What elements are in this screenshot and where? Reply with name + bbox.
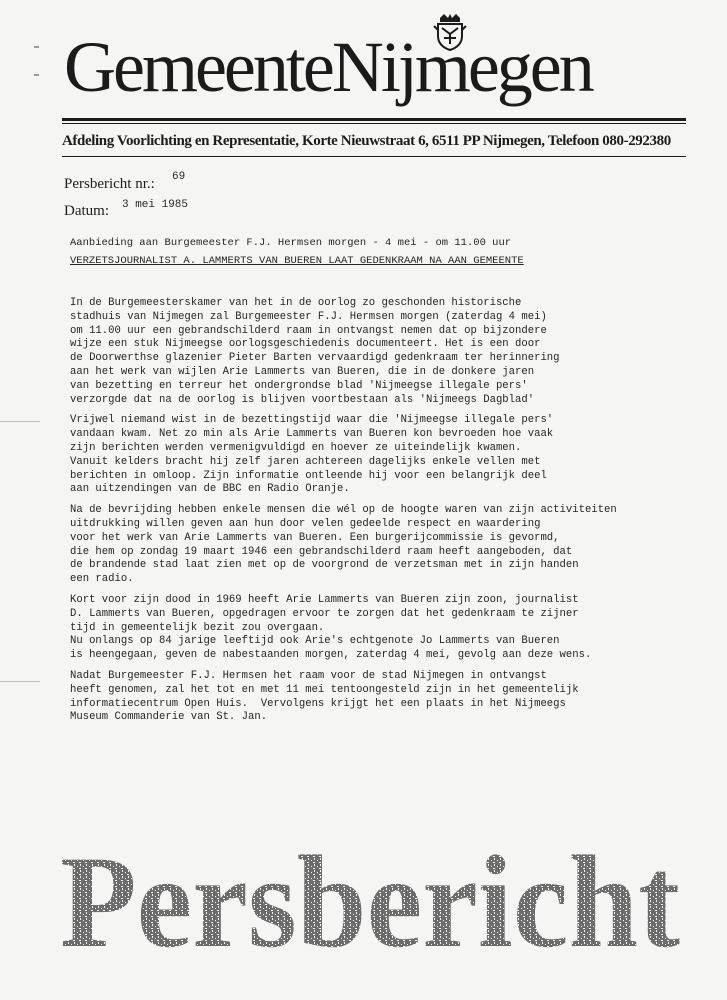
persbericht-number: 69 (172, 171, 186, 183)
body-line: voor het werk van Arie Lammerts van Bueren. Een burgerijcommissie is gevormd, (70, 531, 560, 544)
body-line: heeft genomen, zal het tot en met 11 mei tentoongesteld zijn in het gemeentelijk (70, 683, 579, 696)
punch-mark (34, 74, 39, 76)
letterhead-address: Afdeling Voorlichting en Representatie, Korte Nieuwstraat 6, 6511 PP Nijmegen, Telefoon 080-292380 (62, 133, 671, 149)
body-line: Nu onlangs op 84 jarige leeftijd ook Arie's echtgenote Jo Lammerts van Bueren (70, 635, 560, 648)
body-line: Vrijwel niemand wist in de bezettingstijd waar die 'Nijmeegse illegale pers' (70, 414, 554, 427)
body-line: die hem op zondag 19 maart 1946 een gebrandschilderd raam heeft aangeboden, dat (70, 545, 573, 558)
body-line: stadhuis van Nijmegen zal Burgemeester F.J. Hermsen morgen (zaterdag 4 mei) (70, 310, 547, 323)
letterhead-rule (62, 156, 686, 157)
body-line: verzorgde dat na de oorlog is blijven voortbestaan als 'Nijmeegs Dagblad' (70, 393, 535, 406)
letterhead-title: GemeenteNijmegen (64, 27, 592, 107)
body-line: de Doorwerthse glazenier Pieter Barten vervaardigd gedenkraam ter herinnering (70, 352, 560, 365)
body-line: D. Lammerts van Bueren, opgedragen ervoor te zorgen dat het gedenkraam te zijner (70, 607, 579, 620)
subject-line: Aanbieding aan Burgemeester F.J. Hermsen morgen - 4 mei - om 11.00 uur (70, 237, 512, 249)
stamp-graphic (58, 828, 688, 958)
paragraph (70, 504, 710, 587)
body-line: wijze een stuk Nijmeegse oorlogsgeschiedenis documenteert. Het is een door (70, 338, 541, 351)
body-line: vandaan kwam. Net zo min als Arie Lammerts van Bueren kon bevroeden hoe vaak (70, 428, 554, 441)
persbericht-stamp (58, 828, 688, 958)
paragraph (70, 670, 710, 725)
coat-of-arms-icon (432, 12, 468, 52)
datum-label: Datum: (64, 203, 109, 219)
body-line: aan uitzendingen van de BBC en Radio Oranje. (70, 483, 350, 496)
body-line: tijd in gemeentelijk bezit zou overgaan. (70, 621, 325, 634)
persbericht-label: Persbericht nr.: (64, 176, 155, 192)
paragraph (70, 414, 710, 497)
body-line: In de Burgemeesterskamer van het in de oorlog zo geschonden historische (70, 297, 522, 309)
datum-value: 3 mei 1985 (122, 199, 189, 211)
stamp-text: Persbericht (60, 828, 681, 958)
body-line: Vanuit kelders bracht hij zelf jaren achtereen dagelijks enkele vellen met (70, 455, 541, 468)
headline: VERZETSJOURNALIST A. LAMMERTS VAN BUEREN LAAT GEDENKRAAM NA AAN GEMEENTE (70, 255, 524, 267)
body-line: zijn berichten werden vermenigvuldigd en hoever ze uiteindelijk kwamen. (70, 441, 522, 454)
body-line: Nadat Burgemeester F.J. Hermsen het raam voor de stad Nijmegen in ontvangst (70, 669, 547, 682)
letterhead-rule (62, 118, 686, 121)
body-line: een radio. (70, 573, 134, 586)
body-line: Museum Commanderie van St. Jan. (70, 711, 268, 724)
body-line: aan het werk van wijlen Arie Lammerts van Bueren, die in de donkere jaren (70, 365, 535, 378)
body-line: de brandende stad laat zien met op de voorgrond de verzetsman met in zijn handen (70, 559, 579, 572)
body-line: van bezetting en terreur het ondergrondse blad 'Nijmeegse illegale pers' (70, 379, 528, 392)
body-line: berichten in omloop. Zijn informatie ontleende hij voor een belangrijk deel (70, 469, 547, 482)
fold-mark (0, 421, 40, 422)
body-line: is heengegaan, geven de nabestaanden morgen, zaterdag 4 mei, gevolg aan deze wens. (70, 649, 592, 662)
body-line: om 11.00 uur een gebrandschilderd raam in ontvangst nemen dat op bijzondere (70, 324, 547, 337)
letterhead-rule (62, 123, 686, 124)
body-line: uitdrukking willen geven aan hun door velen gedeelde respect en waardering (70, 517, 541, 530)
paragraph (70, 297, 710, 407)
punch-mark (34, 46, 39, 48)
fold-mark (0, 681, 40, 682)
body-text (70, 297, 710, 732)
body-line: Na de bevrijding hebben enkele mensen die wél op de hoogte waren van zijn activiteiten (70, 504, 617, 517)
body-line: informatiecentrum Open Huis. Vervolgens krijgt het een plaats in het Nijmeegs (70, 697, 566, 710)
paragraph (70, 594, 710, 663)
body-line: Kort voor zijn dood in 1969 heeft Arie Lammerts van Bueren zijn zoon, journalist (70, 593, 579, 606)
